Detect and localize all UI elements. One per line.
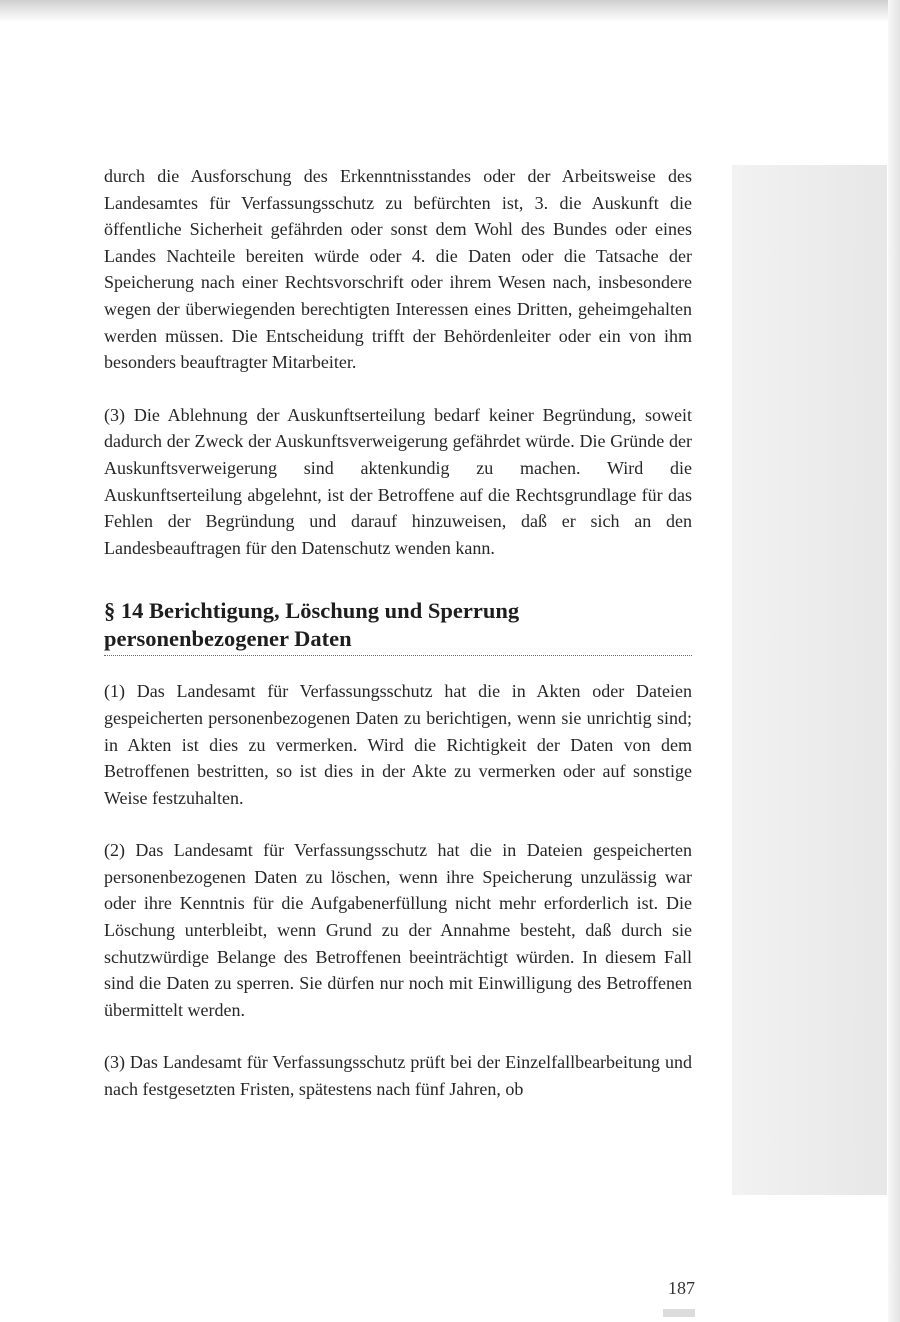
page-number: 187 bbox=[668, 1278, 695, 1298]
page-number-marker bbox=[663, 1309, 695, 1317]
paragraph-1-berichtigung: (1) Das Landesamt für Verfassungsschutz hat die in Akten oder Dateien gespeicherten personenbezogenen Daten zu berichtigen, wenn sie unrichtig sind; in Akten ist dies zu vermerken. Wird die Richtigkeit der Daten von dem Betroffenen bestritten, so ist dies in der Akte zu vermerken oder auf sonstige Weise festzuhalten. bbox=[104, 681, 692, 808]
section-heading: § 14 Berichtigung, Löschung und Sperrung personenbezogener Daten bbox=[104, 597, 692, 656]
paragraph-2-loeschung: (2) Das Landesamt für Verfassungsschutz hat die in Dateien gespeicherten personenbezogenen Daten zu löschen, wenn ihre Speicherung unzulässig war oder ihre Kenntnis für die Aufgabenerfüllung nicht mehr erforderlich ist. Die Löschung unterbleibt, wenn Grund zu der Annahme besteht, daß durch sie schutzwürdige Belange des Betroffenen beeinträchtigt würden. In diesem Fall sind die Daten zu sperren. Sie dürfen nur noch mit Einwilligung des Betroffenen übermittelt werden. bbox=[104, 840, 692, 1020]
scan-margin-shade bbox=[732, 165, 887, 1195]
page-body bbox=[104, 163, 692, 1103]
paragraph-3-auskunft: (3) Die Ablehnung der Auskunftserteilung bedarf keiner Begründung, soweit dadurch der Zweck der Auskunftsverweigerung gefährdet würde. Die Gründe der Auskunftsverweigerung sind aktenkundig zu machen. Wird die Auskunftserteilung abgelehnt, ist der Betroffene auf die Rechtsgrundlage für das Fehlen der Begründung und darauf hinzuweisen, daß er sich an den Landesbeauftragen für den Datenschutz wenden kann. bbox=[104, 404, 692, 558]
scan-top-shadow bbox=[0, 0, 900, 22]
scan-right-edge bbox=[888, 0, 900, 1322]
paragraph-3-pruefung: (3) Das Landesamt für Verfassungsschutz prüft bei der Einzelfallbearbeitung und nach festgesetzten Fristen, spätestens nach fünf Jahren, ob bbox=[104, 1052, 692, 1100]
paragraph-continuation: durch die Ausforschung des Erkenntnisstandes oder der Arbeitsweise des Landesamtes für Verfassungsschutz zu befürchten ist, 3. die Auskunft die öffentliche Sicherheit gefährden oder sonst dem Wohl des Bundes oder eines Landes Nachteile bereiten würde oder 4. die Daten oder die Tatsache der Speicherung nach einer Rechtsvorschrift oder ihrem Wesen nach, insbesondere wegen der überwiegenden berechtigten Interessen eines Dritten, geheimgehalten werden müssen. Die Entscheidung trifft der Behördenleiter oder ein von ihm besonders beauftragter Mitarbeiter. bbox=[104, 166, 692, 373]
